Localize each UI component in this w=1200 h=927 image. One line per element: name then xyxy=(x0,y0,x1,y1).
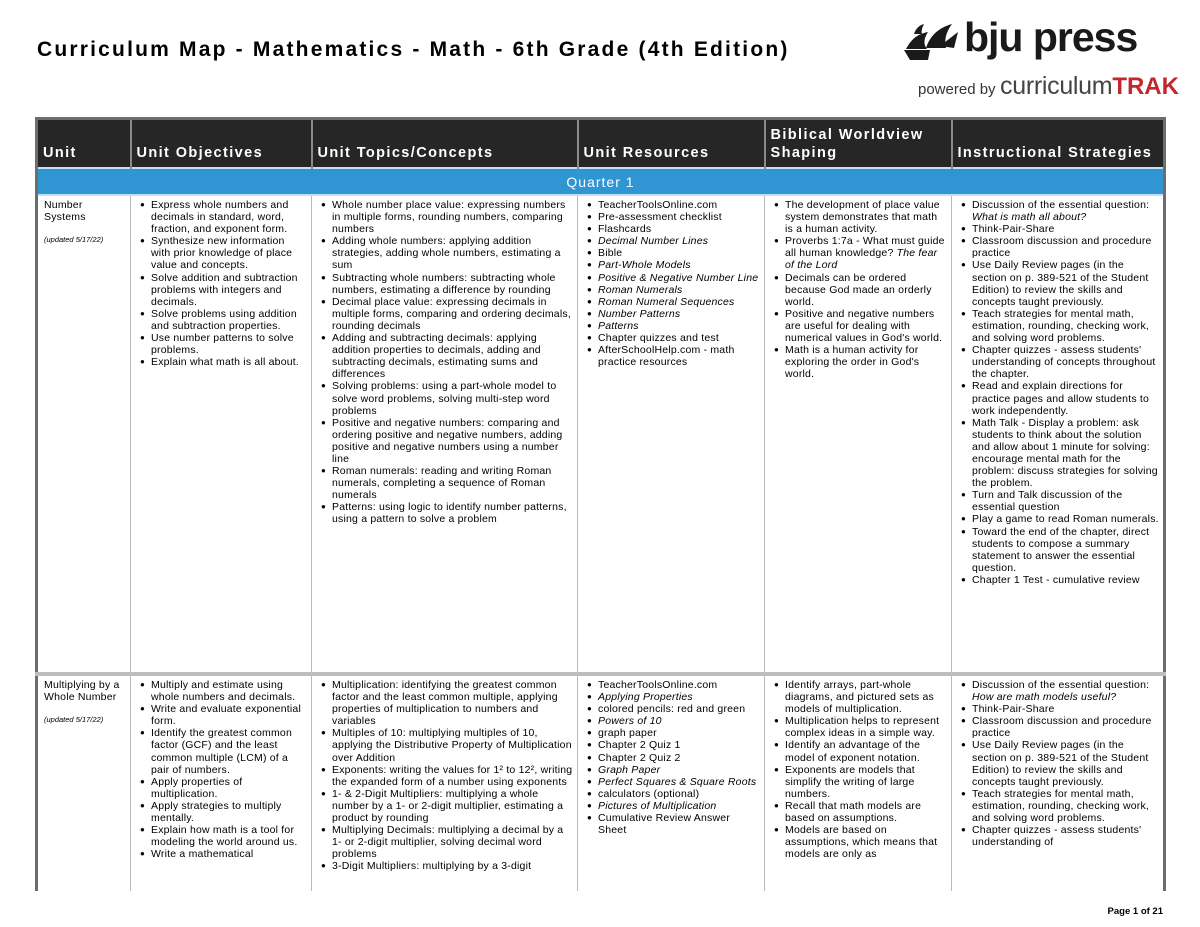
list-item xyxy=(598,211,760,223)
list-item xyxy=(972,308,1159,344)
list-item xyxy=(785,824,947,860)
list-item-emphasis: What is math all about? xyxy=(972,211,1087,224)
list-item-text: Explain how math is a tool for modeling the world around us. xyxy=(151,824,298,849)
list-item xyxy=(151,727,307,775)
list-item-text: Patterns xyxy=(598,319,639,332)
list-item-text: Graph Paper xyxy=(598,763,661,776)
strategies-list xyxy=(958,679,1159,848)
list-item-text: Math Talk - Display a problem: ask students to think about the solution and allow about 1 minute for solving: encourage mental math for the problem: discuss strategies for solving the problem. xyxy=(972,416,1158,490)
list-item xyxy=(785,715,947,739)
list-item xyxy=(972,259,1159,307)
list-item-text: TeacherToolsOnline.com xyxy=(598,199,718,211)
topics-list xyxy=(318,199,573,526)
list-item xyxy=(151,776,307,800)
list-item xyxy=(972,526,1159,574)
strategies-cell xyxy=(952,674,1165,891)
list-item-text: Classroom discussion and procedure practice xyxy=(972,235,1152,260)
list-item-text: Think-Pair-Share xyxy=(972,223,1055,236)
list-item xyxy=(598,703,760,715)
list-item-emphasis: How are math models useful? xyxy=(972,691,1117,704)
list-item-text: Multiplying Decimals: multiplying a decimal by a 1- or 2-digit multiplier, solving decimal word problems xyxy=(332,824,564,861)
list-item-text: Use Daily Review pages (in the section on p. 389-521 of the Student Edition) to review the skills and concepts taught previously. xyxy=(972,739,1149,788)
logo-wordmark: bju press xyxy=(964,14,1138,60)
list-item xyxy=(598,344,760,368)
list-item-text: Multiplication helps to represent complex ideas in a simple way. xyxy=(785,715,940,740)
list-item-text: Identify arrays, part-whole diagrams, and pictured sets as models of multiplication. xyxy=(785,679,934,716)
list-item xyxy=(332,501,573,525)
list-item xyxy=(785,800,947,824)
list-item-text: Chapter 1 Test - cumulative review xyxy=(972,573,1140,586)
list-item xyxy=(785,739,947,763)
worldview-list xyxy=(771,679,947,860)
list-item-text: Decimal Number Lines xyxy=(598,235,709,248)
list-item-text: Whole number place value: expressing numbers in multiple forms, rounding numbers, comparing numbers xyxy=(332,199,566,236)
list-item-text: Pictures of Multiplication xyxy=(598,799,717,812)
list-item xyxy=(151,800,307,824)
list-item xyxy=(972,380,1159,416)
list-item xyxy=(598,800,760,812)
list-item xyxy=(972,739,1159,787)
list-item-text: Multiply and estimate using whole numbers and decimals. xyxy=(151,679,296,704)
strategies-list xyxy=(958,199,1159,586)
list-item-text: Decimals can be ordered because God made an orderly world. xyxy=(785,271,932,308)
list-item-text: Identify an advantage of the model of exponent notation. xyxy=(785,739,921,764)
list-item-text: The development of place value system demonstrates that math is a human activity. xyxy=(785,199,940,236)
list-item xyxy=(598,691,760,703)
list-item-text: Use number patterns to solve problems. xyxy=(151,332,294,357)
topics-cell xyxy=(312,674,578,891)
list-item-text: Adding whole numbers: applying addition strategies, adding whole numbers, estimating a sum xyxy=(332,235,561,272)
list-item xyxy=(972,679,1159,703)
list-item xyxy=(972,715,1159,739)
list-item xyxy=(785,764,947,800)
unit-updated-note: (updated 5/17/22) xyxy=(44,235,104,245)
page-number: Page 1 of 21 xyxy=(1107,906,1163,917)
list-item xyxy=(598,247,760,259)
list-item-text: Positive and negative numbers are useful for dealing with numerical values in God's world. xyxy=(785,307,943,345)
list-item xyxy=(598,284,760,296)
list-item xyxy=(972,223,1159,235)
list-item-text: Roman numerals: reading and writing Roman numerals, completing a sequence of Roman numerals xyxy=(332,465,552,502)
list-item xyxy=(332,824,573,860)
table-header-row xyxy=(37,119,1165,169)
list-item xyxy=(598,739,760,751)
list-item xyxy=(598,752,760,764)
list-item-text: Chapter 2 Quiz 1 xyxy=(598,739,681,752)
list-item xyxy=(598,308,760,320)
list-item-text: Turn and Talk discussion of the essential question xyxy=(972,489,1123,514)
list-item xyxy=(151,824,307,848)
unit-updated-note: (updated 5/17/22) xyxy=(44,715,104,725)
list-item xyxy=(332,465,573,501)
list-item-text: Solve addition and subtraction problems with integers and decimals. xyxy=(151,271,298,308)
list-item-text: Pre-assessment checklist xyxy=(598,211,722,224)
list-item-text: Positive and negative numbers: comparing and ordering positive and negative numbers, adding positive and negative numbers using a number line xyxy=(332,416,563,465)
list-item xyxy=(598,296,760,308)
list-item xyxy=(332,860,573,872)
list-item-text: Decimal place value: expressing decimals in multiple forms, comparing and ordering decimals, rounding decimals xyxy=(332,295,571,332)
list-item-text: Think-Pair-Share xyxy=(972,703,1055,716)
quarter-row xyxy=(37,168,1165,195)
topics-list xyxy=(318,679,573,873)
list-item xyxy=(785,679,947,715)
list-item-text: Adding and subtracting decimals: applying addition properties to decimals, adding and subtracting decimals, estimating sums and differences xyxy=(332,332,541,381)
list-item xyxy=(972,703,1159,715)
list-item xyxy=(332,235,573,271)
list-item-text: Discussion of the essential question: xyxy=(972,679,1150,691)
list-item-text: Synthesize new information with prior knowledge of place value and concepts. xyxy=(151,235,293,272)
list-item xyxy=(972,344,1159,380)
list-item xyxy=(332,272,573,296)
column-header-unit: Unit xyxy=(37,119,131,169)
list-item-text: Roman Numeral Sequences xyxy=(598,295,735,308)
lamp-book-icon xyxy=(900,20,962,66)
list-item-text: Play a game to read Roman numerals. xyxy=(972,513,1159,526)
list-item xyxy=(785,272,947,308)
list-item-text: Perfect Squares & Square Roots xyxy=(598,775,757,788)
list-item xyxy=(785,199,947,235)
list-item xyxy=(972,788,1159,824)
list-item xyxy=(972,417,1159,490)
list-item-text: Solving problems: using a part-whole model to solve word problems, solving multi-step word problems xyxy=(332,380,557,417)
list-item-text: Models are based on assumptions, which means that models are only as xyxy=(785,824,938,861)
unit-cell xyxy=(37,195,131,674)
list-item xyxy=(972,824,1159,848)
strategies-cell xyxy=(952,195,1165,674)
list-item-text: Use Daily Review pages (in the section on p. 389-521 of the Student Edition) to review the skills and concepts taught previously. xyxy=(972,259,1149,308)
list-item xyxy=(332,296,573,332)
curriculum-table xyxy=(35,117,1166,891)
list-item xyxy=(332,380,573,416)
list-item-text: Explain what math is all about. xyxy=(151,356,300,369)
worldview-list xyxy=(771,199,947,380)
list-item xyxy=(332,332,573,380)
list-item xyxy=(332,727,573,763)
list-item-text: Number Patterns xyxy=(598,307,681,320)
logo-tagline xyxy=(918,72,1179,101)
list-item-text: Subtracting whole numbers: subtracting whole numbers, estimating a difference by rounding xyxy=(332,271,556,296)
worldview-cell xyxy=(765,674,952,891)
list-item-text: Solve problems using addition and subtraction properties. xyxy=(151,307,297,332)
list-item-text: Recall that math models are based on assumptions. xyxy=(785,799,922,825)
objectives-cell xyxy=(131,195,312,674)
list-item-text: Classroom discussion and procedure practice xyxy=(972,715,1152,740)
list-item-text: Write and evaluate exponential form. xyxy=(151,703,301,728)
list-item-text: Teach strategies for mental math, estimation, rounding, checking work, and solving word problems. xyxy=(972,787,1150,825)
objectives-cell xyxy=(131,674,312,891)
list-item-text: Patterns: using logic to identify number patterns, using a pattern to solve a problem xyxy=(332,501,567,526)
list-item xyxy=(598,788,760,800)
list-item xyxy=(785,344,947,380)
logo-curriculum: curriculum xyxy=(1000,72,1113,100)
list-item-text: Apply strategies to multiply mentally. xyxy=(151,799,282,825)
list-item xyxy=(598,679,760,691)
list-item xyxy=(972,513,1159,525)
list-item xyxy=(598,727,760,739)
list-item-text: Read and explain directions for practice pages and allow students to work independently. xyxy=(972,380,1150,417)
list-item xyxy=(151,848,307,860)
list-item xyxy=(598,259,760,271)
list-item xyxy=(972,235,1159,259)
list-item xyxy=(785,235,947,271)
list-item-text: Chapter quizzes and test xyxy=(598,332,719,345)
list-item xyxy=(598,776,760,788)
list-item-text: Flashcards xyxy=(598,223,652,236)
list-item-text: Part-Whole Models xyxy=(598,259,691,272)
list-item-text: Express whole numbers and decimals in standard, word, fraction, and exponent form. xyxy=(151,199,289,236)
list-item xyxy=(332,417,573,465)
list-item xyxy=(598,235,760,247)
list-item xyxy=(598,715,760,727)
list-item-text: Discussion of the essential question: xyxy=(972,199,1150,211)
list-item xyxy=(151,199,307,235)
page-title: Curriculum Map - Mathematics - Math - 6th Grade (4th Edition) xyxy=(37,38,790,61)
list-item-text: Applying Properties xyxy=(598,691,693,704)
list-item-text: Roman Numerals xyxy=(598,283,683,296)
list-item-text: Teach strategies for mental math, estimation, rounding, checking work, and solving word problems. xyxy=(972,307,1150,345)
resources-list xyxy=(584,679,760,836)
topics-cell xyxy=(312,195,578,674)
list-item xyxy=(151,235,307,271)
list-item-text: 3-Digit Multipliers: multiplying by a 3-digit xyxy=(332,860,532,873)
resources-cell xyxy=(578,195,765,674)
worldview-cell xyxy=(765,195,952,674)
column-header-objectives: Unit Objectives xyxy=(131,119,312,169)
list-item xyxy=(151,356,307,368)
unit-cell xyxy=(37,674,131,891)
list-item xyxy=(151,308,307,332)
list-item-text: Exponents are models that simplify the writing of large numbers. xyxy=(785,763,915,800)
list-item-text: Cumulative Review Answer Sheet xyxy=(598,812,731,837)
list-item-text: Powers of 10 xyxy=(598,715,662,728)
list-item-text: colored pencils: red and green xyxy=(598,703,746,716)
list-item-emphasis: The fear of the Lord xyxy=(785,247,938,272)
list-item-text: Chapter 2 Quiz 2 xyxy=(598,751,681,764)
objectives-list xyxy=(137,199,307,368)
list-item xyxy=(598,223,760,235)
unit-name: Number Systems xyxy=(44,199,86,224)
list-item-text: Positive & Negative Number Line xyxy=(598,271,759,284)
resources-cell xyxy=(578,674,765,891)
unit-name: Multiplying by a Whole Number xyxy=(44,679,120,704)
column-header-topics: Unit Topics/Concepts xyxy=(312,119,578,169)
list-item-text: calculators (optional) xyxy=(598,787,700,800)
logo-trak: TRAK xyxy=(1112,73,1179,100)
list-item-text: Multiplication: identifying the greatest common factor and the least common multiple, applying properties of multiplication to numbers and variables xyxy=(332,679,558,728)
list-item xyxy=(332,764,573,788)
list-item-text: graph paper xyxy=(598,727,657,740)
list-item xyxy=(151,332,307,356)
logo-powered-by: powered by xyxy=(918,81,996,98)
column-header-resources: Unit Resources xyxy=(578,119,765,169)
list-item xyxy=(151,679,307,703)
list-item xyxy=(972,489,1159,513)
list-item-text: Chapter quizzes - assess students' understanding of xyxy=(972,824,1142,849)
list-item-text: Proverbs 1:7a - What must guide all human knowledge? xyxy=(785,235,945,260)
quarter-label: Quarter 1 xyxy=(37,168,1165,195)
list-item xyxy=(598,199,760,211)
list-item xyxy=(332,788,573,824)
table-row xyxy=(37,674,1165,891)
list-item xyxy=(598,272,760,284)
table-row xyxy=(37,195,1165,674)
column-header-worldview: Biblical Worldview Shaping xyxy=(765,119,952,169)
list-item-text: Chapter quizzes - assess students' understanding of concepts throughout the chapter. xyxy=(972,344,1156,381)
list-item-text: Toward the end of the chapter, direct students to compose a summary statement to answer the essential question. xyxy=(972,525,1150,574)
list-item xyxy=(598,812,760,836)
list-item-text: TeacherToolsOnline.com xyxy=(598,679,718,691)
list-item xyxy=(598,332,760,344)
objectives-list xyxy=(137,679,307,860)
list-item xyxy=(785,308,947,344)
list-item xyxy=(332,199,573,235)
column-header-strategies: Instructional Strategies xyxy=(952,119,1165,169)
list-item xyxy=(972,574,1159,586)
list-item-text: AfterSchoolHelp.com - math practice resources xyxy=(598,344,735,369)
list-item-text: Multiples of 10: multiplying multiples of 10, applying the Distributive Property of Multiplication over Addition xyxy=(332,727,572,764)
bju-press-logo xyxy=(900,14,1179,100)
list-item xyxy=(151,272,307,308)
list-item xyxy=(598,320,760,332)
list-item-text: Exponents: writing the values for 1² to 12², writing the expanded form of a number using exponents xyxy=(332,763,573,788)
list-item-text: Write a mathematical xyxy=(151,848,254,861)
list-item xyxy=(151,703,307,727)
list-item-text: 1- & 2-Digit Multipliers: multiplying a whole number by a 1- or 2-digit multiplier, estimating a product by rounding xyxy=(332,787,564,825)
list-item-text: Identify the greatest common factor (GCF) and the least common multiple (LCM) of a pair of numbers. xyxy=(151,727,293,776)
list-item xyxy=(972,199,1159,223)
resources-list xyxy=(584,199,760,368)
list-item-text: Apply properties of multiplication. xyxy=(151,775,243,800)
list-item-text: Bible xyxy=(598,247,623,260)
list-item xyxy=(598,764,760,776)
list-item xyxy=(332,679,573,727)
list-item-text: Math is a human activity for exploring the order in God's world. xyxy=(785,344,920,381)
